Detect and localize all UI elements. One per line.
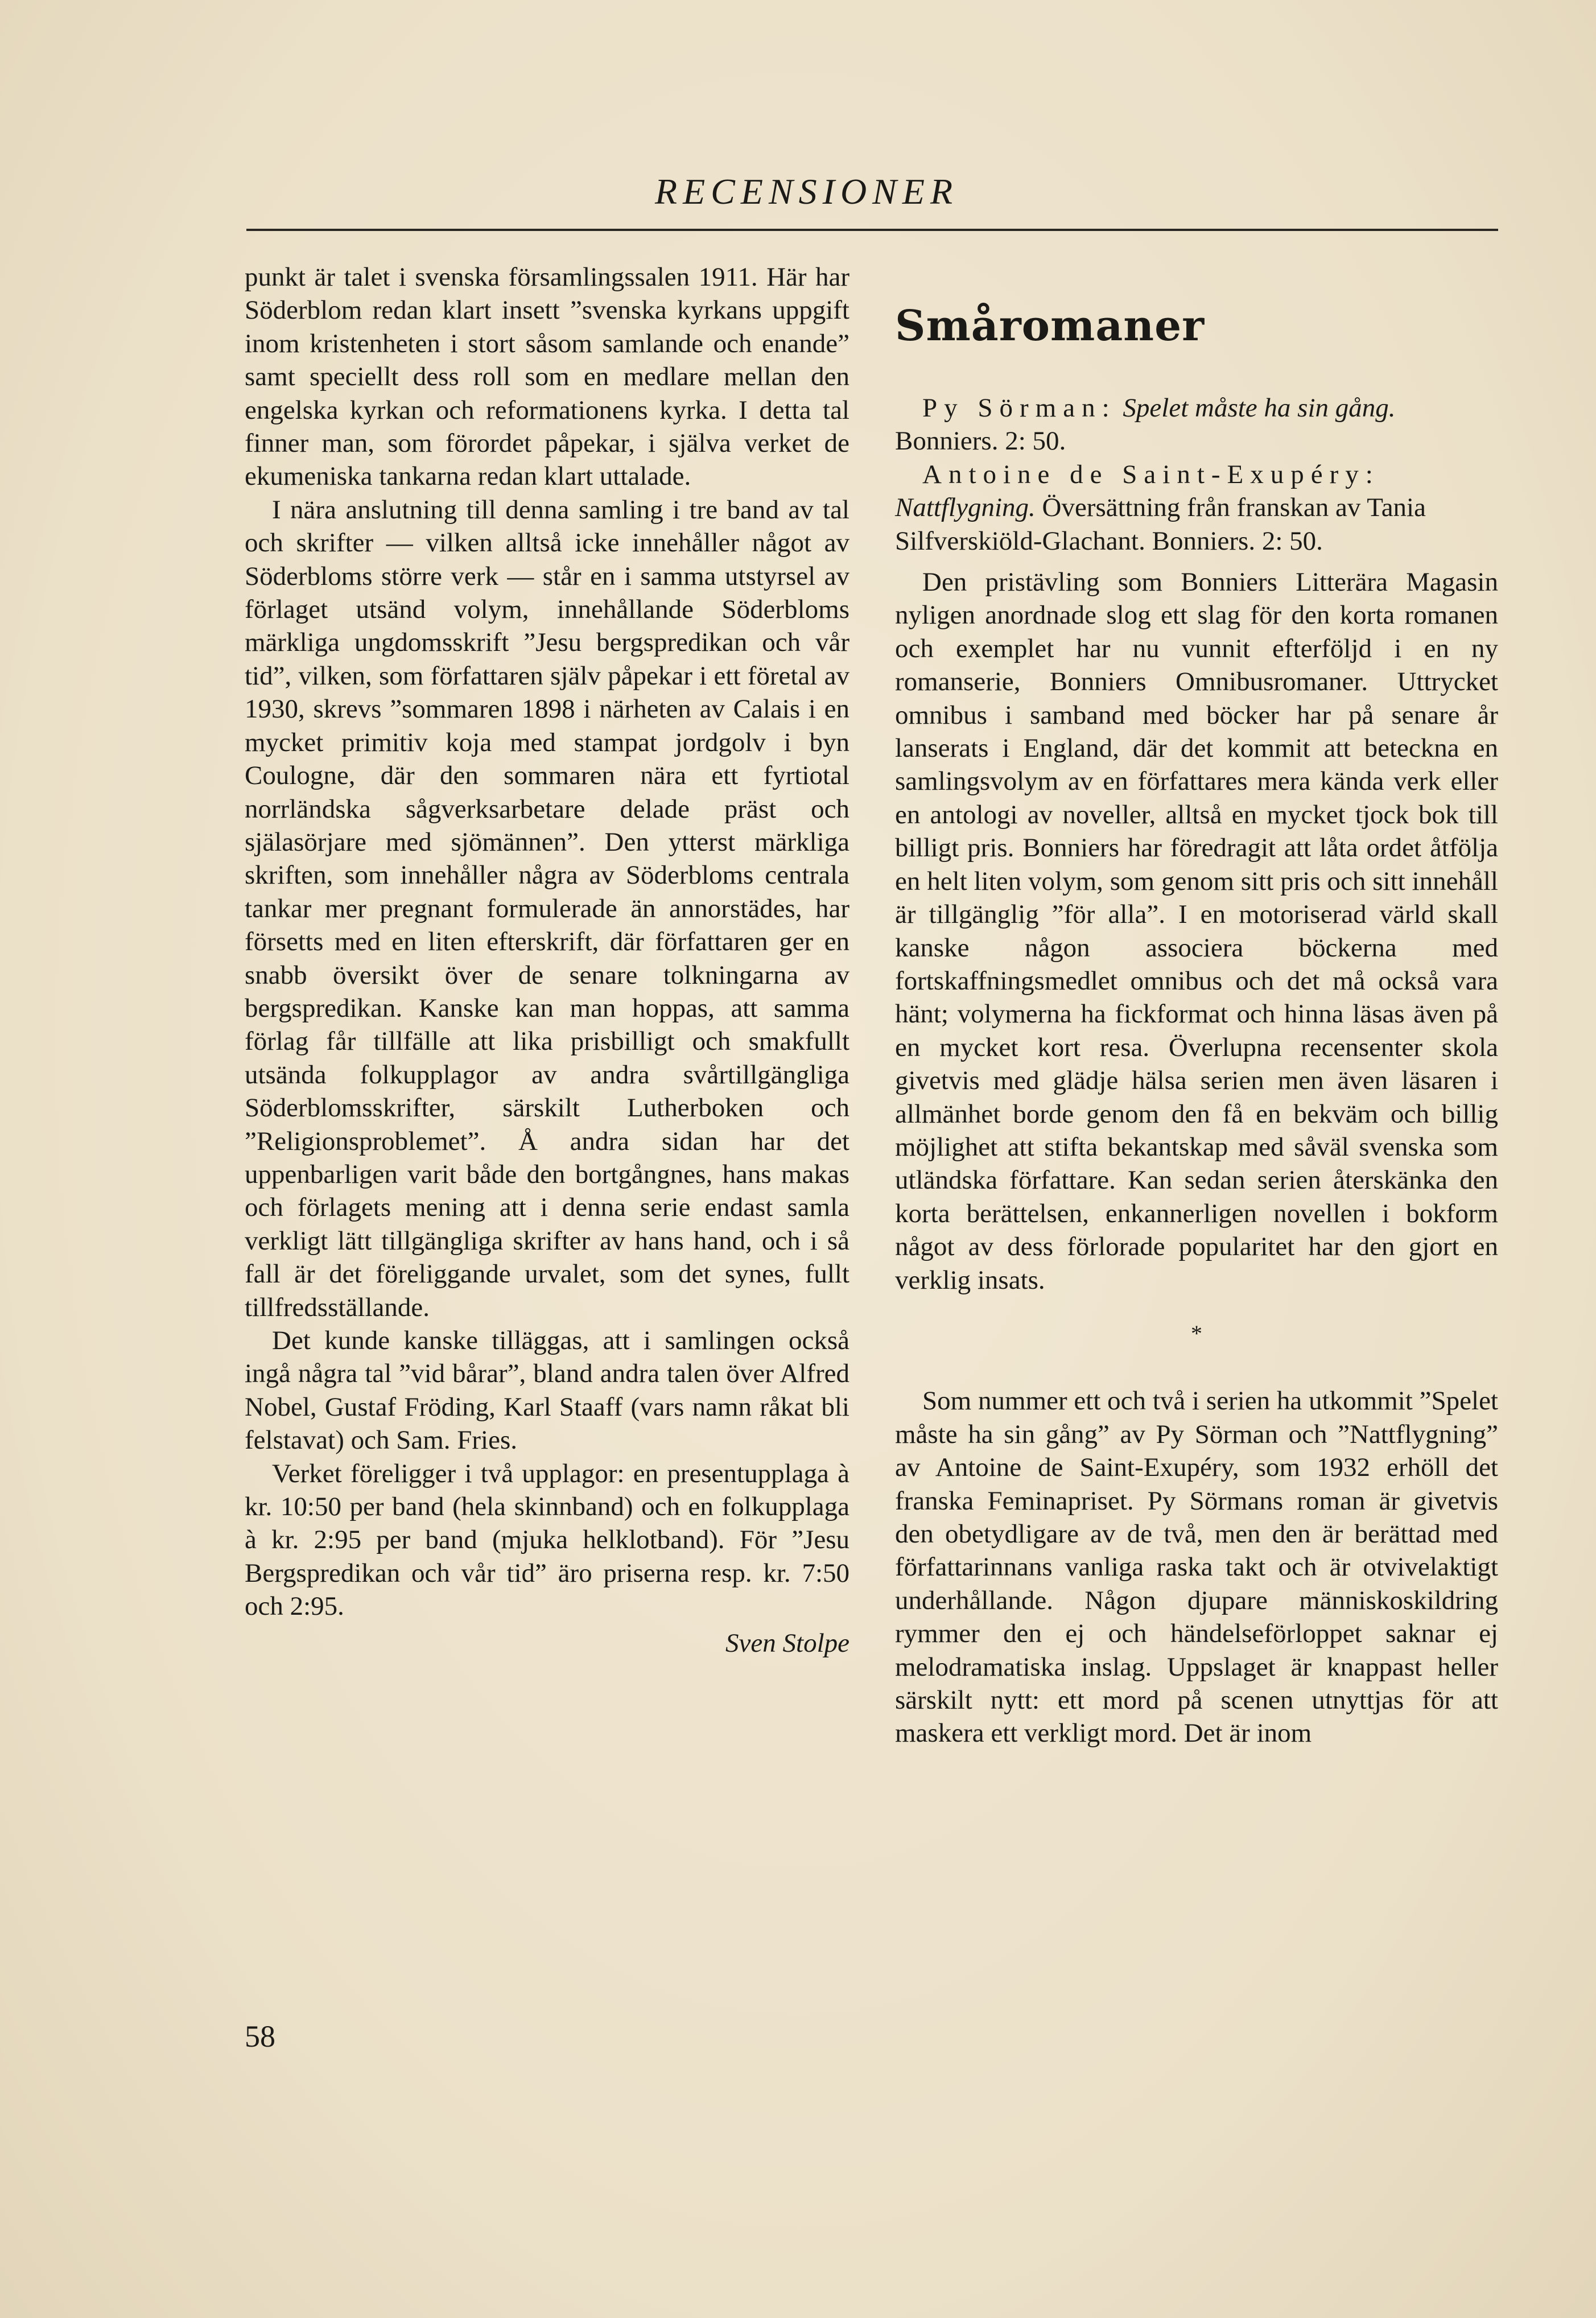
reference-details: Översättning från franskan av Tania Silfverskiöld-Glachant. Bonniers. 2: 50.	[895, 493, 1426, 556]
reference-details: Bonniers. 2: 50.	[895, 426, 1066, 456]
book-reference	[895, 458, 1498, 558]
header-rule	[246, 229, 1498, 231]
book-reference	[895, 391, 1498, 458]
reference-title: Nattflygning.	[895, 493, 1036, 523]
page-number: 58	[245, 2019, 275, 2053]
right-column	[895, 261, 1498, 1750]
paragraph: I nära anslutning till denna samling i tre band av tal och skrifter — vilken alltså icke innehåller något av Söderbloms större verk — står en i samma utstyrsel av förlaget utsänd volym, innehållande Söderbloms märkliga ungdomsskrift ”Jesu bergspredikan och vår tid”, vilken, som författaren själv påpekar i ett företal av 1930, skrevs ”sommaren 1898 i närheten av Calais i en mycket primitiv koja med stampat jordgolv i byn Coulogne, där den sommaren nära ett fyrtiotal norrländska sågverksarbetare delade präst och själasörjare med sjömännen”. Den ytterst märkliga skriften, som innehåller några av Söderbloms centrala tankar mer pregnant formulerade än annorstädes, har försetts med en liten efterskrift, där författaren ger en snabb översikt över de senare tolkningarna av bergspredikan. Kanske kan man hoppas, att samma förlag får tillfälle att lika prisbilligt och smakfullt utsända folkupplagor av andra svårtillgängliga Söderblomsskrifter, särskilt Lutherboken och ”Religionsproblemet”. Å andra sidan har det uppenbarligen varit både den bortgångnes, hans makas och förlagets mening att i denna serie endast samla verkligt lätt tillgängliga skrifter av hans hand, och i så fall är det föreliggande urvalet, som det synes, fullt tillfredsställande.	[245, 494, 849, 1322]
reference-author: Py Sörman:	[922, 393, 1116, 423]
running-header: RECENSIONER	[654, 171, 959, 212]
section-title: Småromaner	[895, 302, 1205, 350]
reference-author: Antoine de Saint-Exupéry:	[922, 459, 1380, 489]
paragraph: punkt är talet i svenska församlingssalen 1911. Här har Söderblom redan klart insett ”svenska kyrkans uppgift inom kristenheten i stort såsom samlande och enande” samt speciellt dess roll som en medlare mellan den engelska kyrkan och reformationens kyrka. I detta tal finner man, som förordet påpekar, i själva verket de ekumeniska tankarna redan klart uttalade.	[245, 262, 849, 492]
paragraph: Som nummer ett och två i serien ha utkommit ”Spelet måste ha sin gång” av Py Sörman och ”Nattflygning” av Antoine de Saint-Exupéry, som 1932 erhöll det franska Feminapriset. Py Sörmans roman är givetvis den obetydligare av de två, men den är berättad med författarinnans vanliga raska takt och är otvivelaktigt underhållande. Någon djupare människoskildring rymmer den ej och händelseförloppet saknar ej melodramatiska inslag. Uppslaget är knappast heller särskilt nytt: ett mord på scenen utnyttjas för att maskera ett verkligt mord. Det är inom	[895, 1386, 1498, 1748]
reference-title: Spelet måste ha sin gång.	[1123, 393, 1396, 423]
paragraph: Det kunde kanske tilläggas, att i samlingen också ingå några tal ”vid bårar”, bland andra talen över Alfred Nobel, Gustaf Fröding, Karl Staaff (vars namn råkat bli felstavat) och Sam. Fries.	[245, 1326, 849, 1455]
left-column	[245, 261, 849, 1660]
paragraph: Verket föreligger i två upplagor: en presentupplaga à kr. 10:50 per band (hela skinnband) och en folkupplaga à kr. 2:95 per band (mjuka helklotband). För ”Jesu Bergspredikan och vår tid” äro priserna resp. kr. 7:50 och 2:95.	[245, 1458, 849, 1622]
review-signature: Sven Stolpe	[725, 1628, 849, 1658]
section-break-asterisk: *	[1191, 1320, 1202, 1346]
paragraph: Den pristävling som Bonniers Litterära Magasin nyligen anordnade slog ett slag för den korta romanen och exemplet har nu vunnit efterföljd i en ny romanserie, Bonniers Omnibusromaner. Uttrycket omnibus i samband med böcker har på senare år lanserats i England, där det kommit att beteckna en samlingsvolym av en författares mera kända verk eller en antologi av noveller, alltså en mycket tjock bok till billigt pris. Bonniers har föredragit att låta ordet åtfölja en helt liten volym, som genom sitt pris och sitt innehåll är tillgänglig ”för alla”. I en motoriserad värld skall kanske någon associera böckerna med fortskaffningsmedlet omnibus och det må också vara hänt; volymerna ha fickformat och hinna läsas även på en mycket kort resa. Överlupna recensenter skola givetvis med glädje hälsa serien men även läsaren i allmänhet borde genom den få en bekväm och billig möjlighet att stifta bekantskap med såväl svenska som utländska författare. Kan sedan serien återskänka den korta berättelsen, enkannerligen novellen i bokform något av dess förlorade popularitet har den gjort en verklig insats.	[895, 567, 1498, 1295]
